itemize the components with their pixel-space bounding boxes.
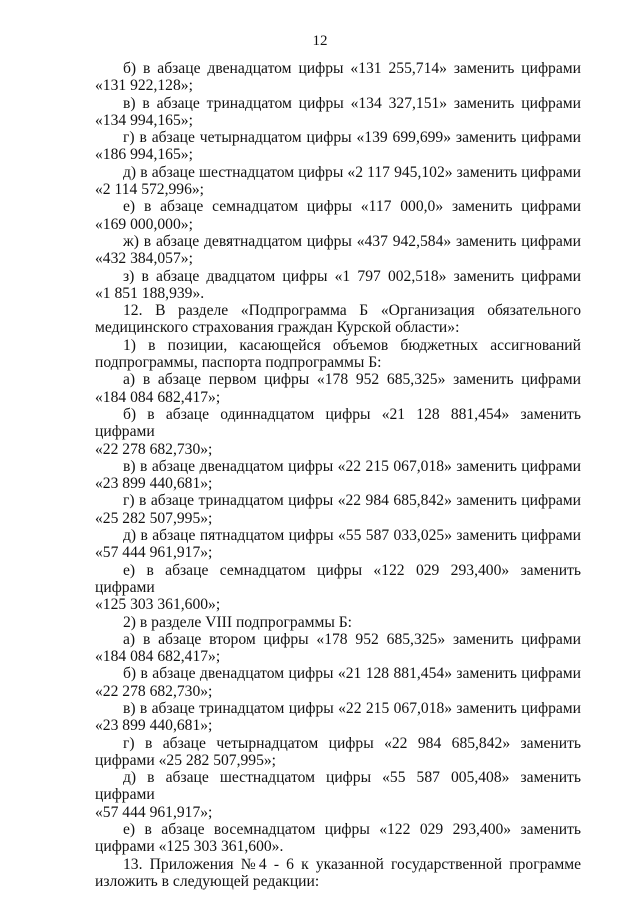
text-line: «432 384,057»;	[95, 250, 193, 268]
text-line: з) в абзаце двадцатом цифры «1 797 002,518» заменить цифрами	[123, 267, 581, 285]
text-line: «22 278 682,730»;	[95, 440, 213, 458]
text-line: 1) в позиции, касающейся объемов бюджетных ассигнований	[123, 336, 581, 354]
text-line: «169 000,000»;	[95, 215, 193, 233]
text-line: «2 114 572,996»;	[95, 181, 205, 199]
text-line: цифрами «25 282 507,995»;	[95, 751, 277, 769]
text-line: «184 084 682,417»;	[95, 648, 221, 666]
text-line: е) в абзаце восемнадцатом цифры «122 029 293,400» заменить	[123, 821, 581, 839]
text-line: г) в абзаце тринадцатом цифры «22 984 685,842» заменить цифрами	[123, 492, 581, 510]
text-line: б) в абзаце одиннадцатом цифры «21 128 881,454» заменить цифрами	[95, 405, 581, 441]
text-line: д) в абзаце шестнадцатом цифры «55 587 005,408» заменить цифрами	[95, 769, 581, 804]
text-line: «184 084 682,417»;	[95, 388, 221, 406]
text-line: в) в абзаце двенадцатом цифры «22 215 067,018» заменить цифрами	[123, 457, 581, 475]
text-line: медицинского страхования граждан Курской области»:	[95, 319, 460, 337]
document-body	[95, 60, 581, 890]
text-line: «23 899 440,681»;	[95, 717, 213, 735]
text-line: цифрами «125 303 361,600».	[95, 838, 284, 856]
text-line: д) в абзаце пятнадцатом цифры «55 587 033,025» заменить цифрами	[123, 527, 581, 545]
text-line: е) в абзаце семнадцатом цифры «122 029 293,400» заменить цифрами	[95, 561, 581, 596]
text-line: «134 994,165»;	[95, 111, 193, 129]
text-line: б) в абзаце двенадцатом цифры «21 128 881,454» заменить цифрами	[123, 665, 581, 683]
text-line: «1 851 188,939».	[95, 284, 205, 302]
text-line: подпрограммы, паспорта подпрограммы Б:	[95, 354, 382, 372]
text-line: «23 899 440,681»;	[95, 475, 213, 493]
page-number: 12	[312, 33, 328, 49]
text-line: в) в абзаце тринадцатом цифры «134 327,151» заменить цифрами	[123, 94, 581, 112]
text-line: а) в абзаце втором цифры «178 952 685,325» заменить цифрами	[123, 630, 581, 648]
text-line: изложить в следующей редакции:	[95, 872, 320, 890]
text-line: д) в абзаце шестнадцатом цифры «2 117 945,102» заменить цифрами	[123, 163, 581, 181]
text-line: ж) в абзаце девятнадцатом цифры «437 942,584» заменить цифрами	[123, 232, 581, 250]
text-line: «186 994,165»;	[95, 146, 193, 164]
text-line: г) в абзаце четырнадцатом цифры «22 984 685,842» заменить	[123, 734, 581, 752]
text-line: а) в абзаце первом цифры «178 952 685,325» заменить цифрами	[123, 371, 581, 389]
text-line: «57 444 961,917»;	[95, 803, 213, 821]
text-line: «25 282 507,995»;	[95, 509, 213, 527]
text-line: г) в абзаце четырнадцатом цифры «139 699,699» заменить цифрами	[123, 129, 581, 147]
text-line: 13. Приложения №4 - 6 к указанной государственной программе	[123, 855, 581, 873]
text-line: «57 444 961,917»;	[95, 544, 213, 562]
text-line: е) в абзаце семнадцатом цифры «117 000,0» заменить цифрами	[123, 198, 581, 216]
text-line: б) в абзаце двенадцатом цифры «131 255,714» заменить цифрами	[123, 60, 581, 77]
text-line: «125 303 361,600»;	[95, 596, 221, 614]
text-line: 12. В разделе «Подпрограмма Б «Организация обязательного	[123, 302, 581, 320]
text-line: 2) в разделе VIII подпрограммы Б:	[123, 613, 353, 631]
text-line: в) в абзаце тринадцатом цифры «22 215 067,018» заменить цифрами	[123, 699, 581, 717]
text-line: «131 922,128»;	[95, 77, 193, 95]
text-line: «22 278 682,730»;	[95, 682, 213, 700]
